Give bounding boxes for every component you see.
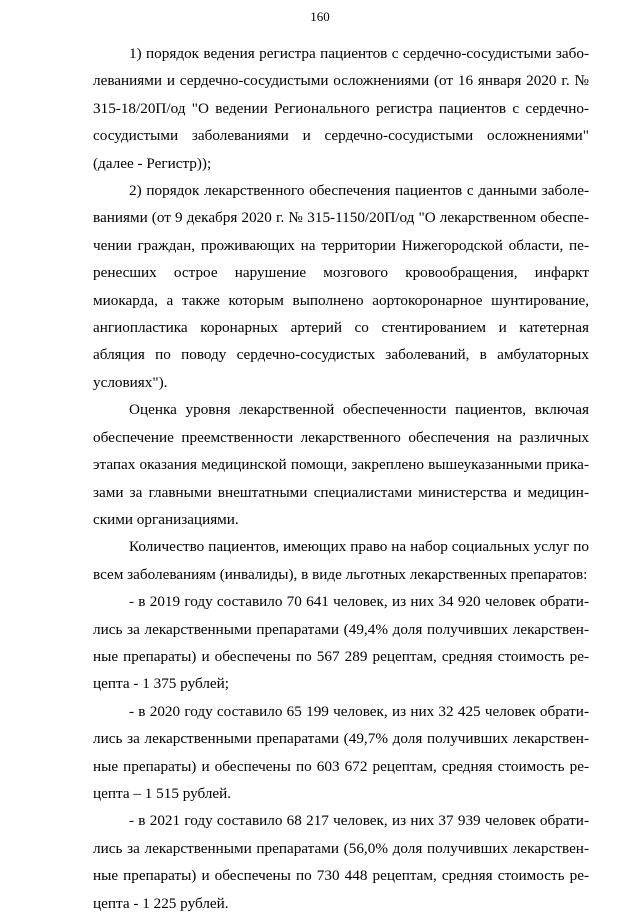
document-body <box>93 40 589 917</box>
paragraph-year-2021: - в 2021 году составило 68 217 человек, из них 37 939 человек обратились за лекарственными препаратами (56,0% доля получивших лекарственные препараты) и обеспечены по 730 448 рецептам, средняя стоимость рецепта - 1 225 рублей. <box>93 812 589 912</box>
paragraph-registry-order: 1) порядок ведения регистра пациентов с сердечно-сосудистыми заболеваниями и сердечно-сосудистыми осложнениями (от 16 января 2020 г. № 315-18/20П/од "О ведении Регионального регистра пациентов с сердечно-сосудистыми заболеваниями и сердечно-сосудистыми осложнениями" (далее - Регистр)); <box>93 45 589 172</box>
page-number: 160 <box>310 9 330 24</box>
paragraph-year-2019: - в 2019 году составило 70 641 человек, из них 34 920 человек обратились за лекарственными препаратами (49,4% доля получивших лекарственные препараты) и обеспечены по 567 289 рецептам, средняя стоимость рецепта - 1 375 рублей; <box>93 593 589 693</box>
paragraph-patient-count: Количество пациентов, имеющих право на набор социальных услуг по всем заболеваниям (инвалиды), в виде льготных лекарственных препаратов: <box>93 538 589 583</box>
paragraph-provision-assessment: Оценка уровня лекарственной обеспеченности пациентов, включая обеспечение преемственности лекарственного обеспечения на различных этапах оказания медицинской помощи, закреплено вышеуказанными приказами за главными внештатными специалистами министерства и медицинскими организациями. <box>93 401 589 528</box>
paragraph-drug-provision-order: 2) порядок лекарственного обеспечения пациентов с данными заболеваниями (от 9 декабря 2020 г. № 315-1150/20П/од "О лекарственном обеспечении граждан, проживающих на территории Нижегородской области, перенесших острое нарушение мозгового кровообращения, инфаркт миокарда, а также которым выполнено аортокоронарное шунтирование, ангиопластика коронарных артерий со стентированием и катетерная абляция по поводу сердечно-сосудистых заболеваний, в амбулаторных условиях"). <box>93 182 589 391</box>
paragraph-year-2020: - в 2020 году составило 65 199 человек, из них 32 425 человек обратились за лекарственными препаратами (49,7% доля получивших лекарственные препараты) и обеспечены по 603 672 рецептам, средняя стоимость рецепта – 1 515 рублей. <box>93 702 589 802</box>
